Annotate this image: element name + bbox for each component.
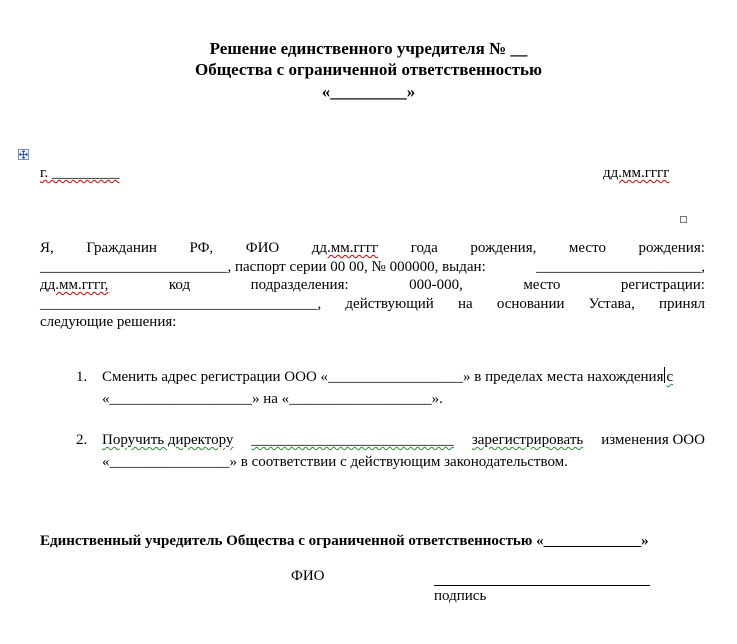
signature-label: подпись [434, 588, 487, 604]
document-date: дд.мм.гггг [603, 165, 670, 181]
table-move-handle-icon[interactable] [18, 149, 29, 160]
decision-list [76, 366, 705, 410]
fio-label: ФИО [291, 568, 325, 584]
list-item-text: Сменить адрес регистрации ООО «__________________» в пределах места нахождения [102, 369, 664, 385]
list-item-body [102, 429, 705, 473]
document-title-line1: Решение единственного учредителя № __ [209, 39, 528, 58]
word: принял [659, 295, 705, 312]
word: основании [496, 295, 565, 312]
word: код [168, 277, 191, 293]
decision-list-2 [76, 429, 705, 473]
table-resize-handle-icon[interactable] [680, 216, 687, 223]
intro-line-1 [40, 239, 705, 258]
intro-line-4 [40, 295, 705, 314]
list-item-line: «___________________» на «___________________». [102, 391, 443, 407]
word: ФИО [245, 240, 280, 256]
issued-by-blank: ______________________, [536, 258, 705, 275]
founder-signature-title: Единственный учредитель Общества с ограниченной ответственностью «_____________» [40, 533, 649, 549]
city-field: г. _________ [40, 165, 120, 181]
intro-paragraph [40, 239, 705, 332]
word: действующий [345, 295, 434, 312]
list-item-text: изменения ООО [601, 432, 705, 448]
intro-line-2 [40, 258, 705, 277]
list-item-text: с [666, 369, 674, 385]
list-item-line [102, 429, 705, 451]
passport-text: _________________________, паспорт серии 00 00, № 000000, выдан: [40, 258, 486, 275]
word: года [410, 240, 438, 256]
word: рождения: [638, 240, 705, 256]
document-title-line3: «_________» [321, 82, 416, 101]
director-blank: ___________________________ [251, 432, 454, 448]
word: подразделения: [250, 277, 349, 293]
intro-line-3 [40, 276, 705, 295]
word: регистрации: [620, 277, 705, 293]
list-item-text: зарегистрировать [471, 432, 584, 448]
signature-line [434, 585, 650, 586]
word: рождения, [470, 240, 537, 256]
registration-blank: _____________________________________, [40, 295, 322, 312]
word: место [523, 277, 561, 293]
division-code: 000-000, [409, 277, 463, 293]
word: РФ, [189, 240, 214, 256]
list-item-text: Поручить директору [102, 432, 234, 448]
list-item-line: «________________» в соответствии с действующим законодательством. [102, 454, 568, 470]
list-item [76, 429, 705, 473]
birth-date: дд.мм.гггг [311, 240, 379, 256]
list-item-line [102, 366, 705, 388]
word: Устава, [588, 295, 635, 312]
list-item-number: 2. [76, 432, 88, 448]
word: место [568, 240, 606, 256]
list-item [76, 366, 705, 410]
issue-date: дд.мм.гггг, [40, 277, 109, 293]
word: Гражданин [86, 240, 157, 256]
list-item-body [102, 366, 705, 410]
document-title-line2: Общества с ограниченной ответственностью [195, 60, 542, 79]
list-item-number: 1. [76, 369, 88, 385]
intro-line-5: следующие решения: [40, 314, 177, 330]
word: на [457, 295, 473, 312]
word: Я, [40, 240, 54, 256]
